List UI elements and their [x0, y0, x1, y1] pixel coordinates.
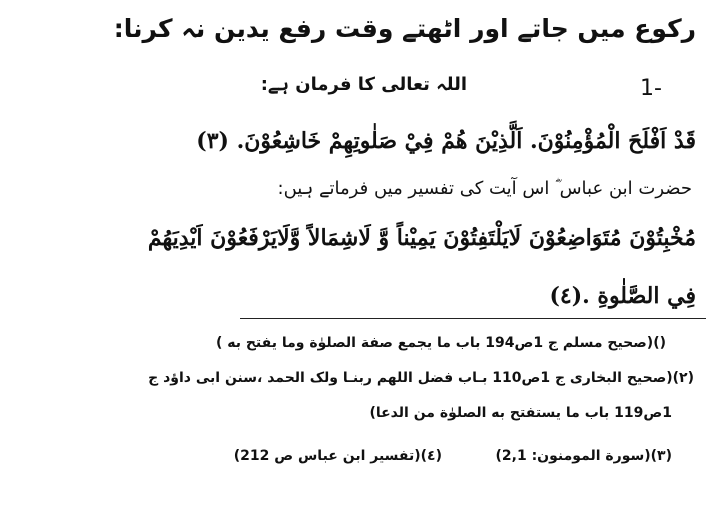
- intro-text: اللہ تعالی کا فرمان ہے:: [260, 74, 467, 95]
- narration-text: حضرت ابن عباس ؓ اس آیت کی تفسیر میں فرماتے ہیں:: [277, 178, 692, 199]
- footnote-1: ()(صحیح مسلم ج 1ص194 باب ما یجمع صفة الصلوٰة وما یفتح به ): [215, 335, 666, 351]
- footnote-2-continued: 1ص119 باب ما يستفتح به الصلوٰة من الدعا): [369, 405, 672, 421]
- verse-2: مُخْبِتُوْنَ مُتَوَاضِعُوْنَ لَايَلْتَفِتُوْنَ يَمِيْناً وَّ لَاشِمَالاً وَّلَايَرْفَعُوْنَ اَيْدِيَهُمْ: [147, 225, 696, 251]
- footnote-2: (٢)(صحیح البخاری ج 1ص110 بـاب فضل اللهم ربنـا ولک الحمد ،سنن ابی داؤد ج: [148, 370, 694, 386]
- footnote-3: (٣)(سورة المومنون: 2,1): [495, 448, 672, 464]
- verse-2-end: فِي الصَّلٰوةِ .(٤): [549, 283, 696, 309]
- section-heading: رکوع میں جاتے اور اٹھتے وقت رفع یدین نہ کرنا:: [113, 14, 696, 43]
- verse-1: قَدْ اَفْلَحَ الْمُؤْمِنُوْنَ. اَلَّذِيْنَ هُمْ فِيْ صَلٰوتِهِمْ خَاشِعُوْنَ. (٣): [196, 128, 696, 154]
- footnote-4: (٤)(تفسیر ابن عباس ص 212): [233, 448, 442, 464]
- footnote-divider: [240, 318, 706, 319]
- item-number: 1-: [640, 76, 662, 101]
